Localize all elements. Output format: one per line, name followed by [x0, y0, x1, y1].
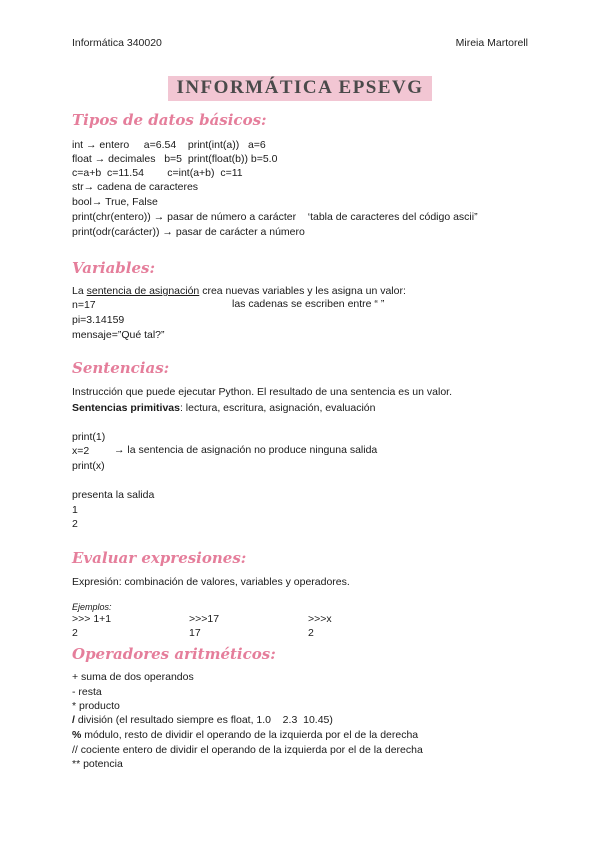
example-3-output: 2 [308, 627, 314, 639]
op-producto: * producto [72, 700, 120, 712]
variables-line-1-pre: La [72, 285, 87, 297]
code-print-x: print(x) [72, 460, 105, 472]
tipos-line-5: bool→ True, False [72, 196, 158, 208]
header-author: Mireia Martorell [455, 37, 528, 49]
sentencias-primitivas-term: Sentencias primitivas [72, 402, 180, 414]
sentencias-line-2 [72, 401, 376, 415]
heading-operadores: Operadores aritméticos: [72, 645, 276, 663]
op-modulo [72, 728, 418, 742]
variables-line-2b: las cadenas se escriben entre “ ” [232, 298, 385, 310]
op-division-symbol: / [72, 714, 75, 726]
tipos-line-1: int → entero a=6.54 print(int(a)) a=6 [72, 139, 266, 151]
title-wrapper [0, 76, 600, 101]
variables-line-1 [72, 284, 406, 298]
heading-evaluar: Evaluar expresiones: [72, 549, 247, 567]
tipos-line-4: str→ cadena de caracteres [72, 181, 199, 193]
sentencia-asignacion-term: sentencia de asignación [86, 285, 200, 297]
op-modulo-symbol: % [72, 729, 82, 741]
sentencias-line-2-rest: : lectura, escritura, asignación, evaluación [179, 402, 376, 414]
example-3-input: >>>x [308, 613, 332, 625]
evaluar-line-1: Expresión: combinación de valores, variables y operadores. [72, 576, 350, 588]
op-division [72, 713, 333, 727]
op-cociente: // cociente entero de dividir el operando de la izquierda por el de la derecha [72, 744, 423, 756]
sentencias-line-1: Instrucción que puede ejecutar Python. El resultado de una sentencia es un valor. [72, 386, 452, 398]
variables-line-1-post: crea nuevas variables y les asigna un valor: [199, 285, 406, 297]
variables-line-4: mensaje=”Qué tal?” [72, 329, 165, 341]
heading-variables: Variables: [72, 259, 156, 277]
op-division-text: división (el resultado siempre es float, 1.0 2.3 10.45) [74, 714, 333, 726]
tipos-line-2: float → decimales b=5 print(float(b)) b=5.0 [72, 153, 278, 165]
page-title: INFORMÁTICA EPSEVG [168, 76, 431, 101]
tipos-line-3: c=a+b c=11.54 c=int(a+b) c=11 [72, 167, 243, 179]
tipos-line-7: print(odr(carácter)) → pasar de carácter a número [72, 226, 305, 238]
op-resta: - resta [72, 686, 102, 698]
ejemplos-label: Ejemplos: [72, 602, 112, 612]
output-2: 2 [72, 518, 78, 530]
example-1-input: >>> 1+1 [72, 613, 112, 625]
output-1: 1 [72, 504, 78, 516]
op-potencia: ** potencia [72, 758, 123, 770]
tipos-line-6: print(chr(entero)) → pasar de número a carácter ‘tabla de caracteres del código ascii” [72, 211, 478, 223]
variables-line-2a: n=17 [72, 299, 96, 311]
heading-tipos: Tipos de datos básicos: [72, 111, 267, 129]
example-2-input: >>>17 [189, 613, 220, 625]
heading-sentencias: Sentencias: [72, 359, 170, 377]
code-x-assign: x=2 [72, 445, 90, 457]
op-suma: + suma de dos operandos [72, 671, 194, 683]
code-x-assign-note: → la sentencia de asignación no produce ninguna salida [114, 444, 378, 456]
variables-line-3: pi=3.14159 [72, 314, 125, 326]
code-print-1: print(1) [72, 431, 106, 443]
example-1-output: 2 [72, 627, 78, 639]
op-modulo-text: módulo, resto de dividir el operando de la izquierda por el de la derecha [81, 729, 419, 741]
header-course: Informática 340020 [72, 37, 162, 49]
example-2-output: 17 [189, 627, 201, 639]
output-label: presenta la salida [72, 489, 155, 501]
